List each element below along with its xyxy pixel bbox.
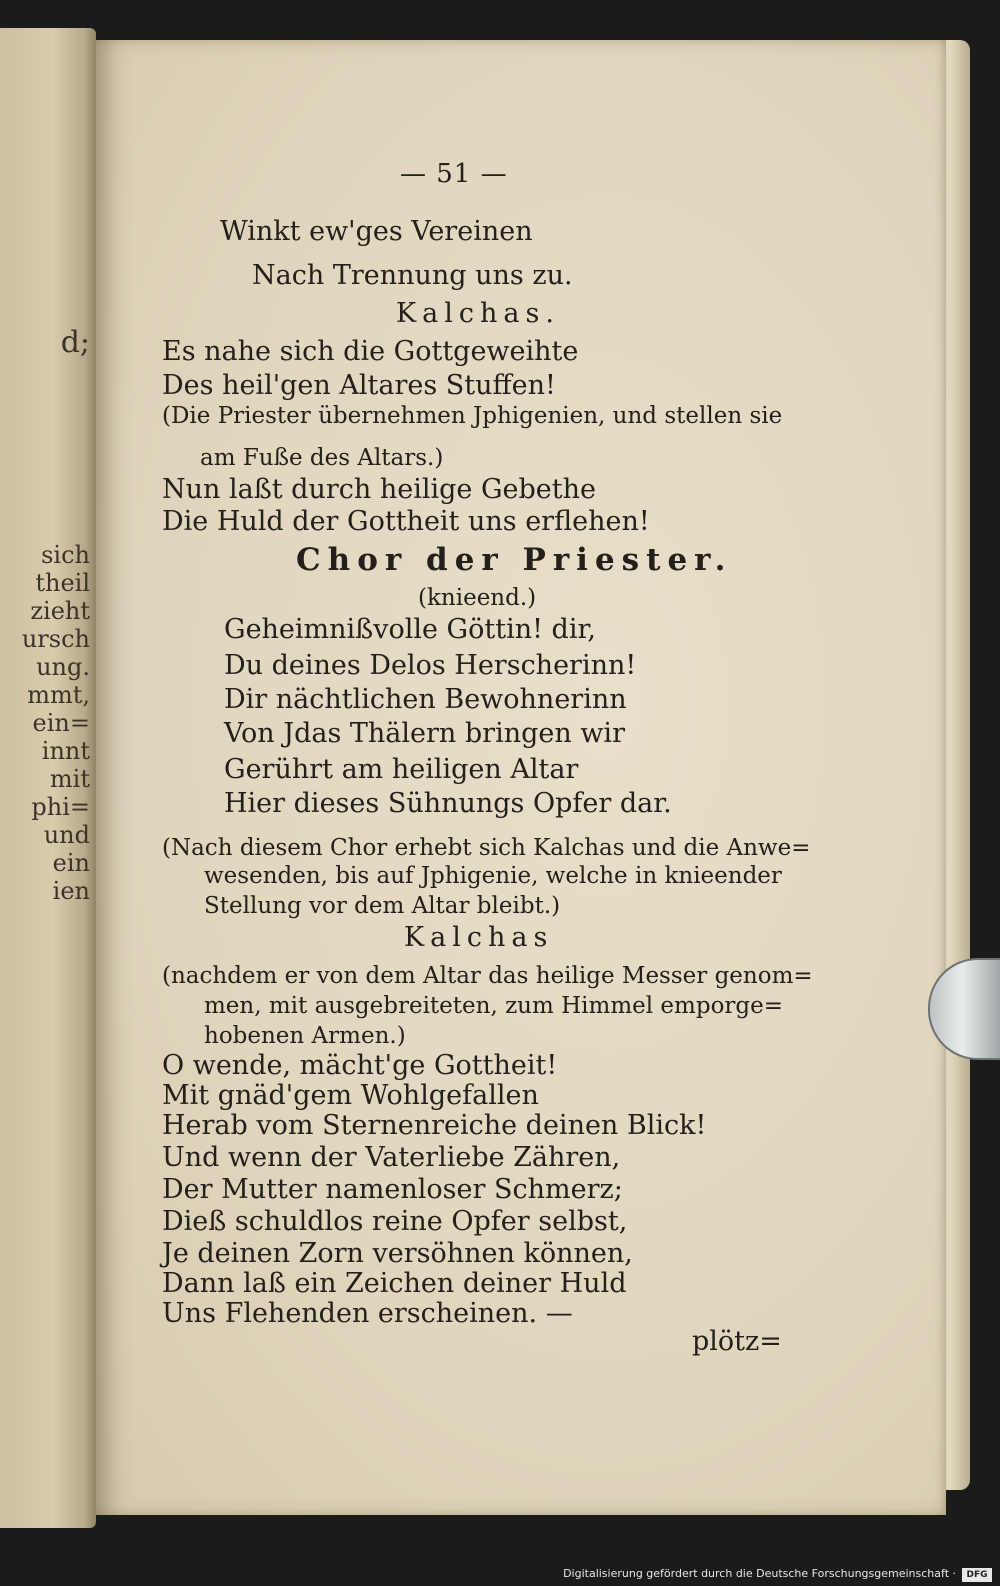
verse-line: Dir nächtlichen Bewohnerinn [224,684,627,715]
stage-direction: Stellung vor dem Altar bleibt.) [204,893,561,919]
verse-line: Dieß schuldlos reine Opfer selbst, [162,1206,628,1237]
left-page-fragment: d; [60,325,90,360]
left-page-fragment: sich [41,541,90,569]
left-page-fragment: innt [41,737,90,765]
verse-line: Von Jdas Thälern bringen wir [224,718,625,749]
left-page-fragment: phi= [31,793,90,821]
stage-direction: wesenden, bis auf Jphigenie, welche in knieender [204,863,782,889]
left-page-edge [0,28,96,1528]
dfg-logo: DFG [962,1568,992,1582]
left-page-fragment: und [43,821,90,849]
verse-line: O wende, mächt'ge Gottheit! [162,1050,558,1081]
left-page-fragment: theil [35,569,90,597]
verse-line: Geheimnißvolle Göttin! dir, [224,614,596,645]
chorus-heading: Chor der Priester. [296,542,733,578]
left-page-fragment: ung. [36,653,90,681]
digitization-credit: Digitalisierung gefördert durch die Deutsche Forschungsgemeinschaft · [563,1567,956,1580]
stage-direction: (knieend.) [418,585,537,611]
left-page-fragment: ien [52,877,90,905]
catchword: plötz= [692,1326,782,1357]
stage-direction: am Fuße des Altars.) [200,445,444,471]
verse-line: Der Mutter namenloser Schmerz; [162,1174,623,1205]
verse-line: Es nahe sich die Gottgeweihte [162,336,579,367]
verse-line: Je deinen Zorn versöhnen können, [162,1238,633,1269]
speaker-heading: Kalchas. [396,298,560,329]
left-page-fragment: ein [52,849,90,877]
stage-direction: (nachdem er von dem Altar das heilige Messer genom= [162,963,813,989]
verse-line: Die Huld der Gottheit uns erflehen! [162,506,650,537]
verse-line: Nach Trennung uns zu. [252,260,573,291]
left-page-fragment: zieht [30,597,90,625]
verse-line: Winkt ew'ges Vereinen [220,216,533,247]
verse-line: Hier dieses Sühnungs Opfer dar. [224,788,672,819]
left-page-fragment: mit [49,765,90,793]
stage-direction: (Die Priester übernehmen Jphigenien, und stellen sie [162,403,783,429]
stage-direction: (Nach diesem Chor erhebt sich Kalchas und die Anwe= [162,835,811,861]
book-page [96,40,946,1515]
verse-line: Du deines Delos Herscherinn! [224,650,637,681]
speaker-heading: Kalchas [404,922,554,953]
left-page-fragment: mmt, [27,681,90,709]
verse-line: Nun laßt durch heilige Gebethe [162,474,597,505]
verse-line: Mit gnäd'gem Wohlgefallen [162,1080,539,1111]
verse-line: Herab vom Sternenreiche deinen Blick! [162,1110,707,1141]
stage-direction: men, mit ausgebreiteten, zum Himmel emporge= [204,993,784,1019]
left-page-fragment: ursch [21,625,90,653]
stage-direction: hobenen Armen.) [204,1023,406,1049]
verse-line: Dann laß ein Zeichen deiner Huld [162,1268,627,1299]
left-page-fragment: ein= [32,709,90,737]
verse-line: Gerührt am heiligen Altar [224,754,579,785]
verse-line: Uns Flehenden erscheinen. — [162,1298,573,1329]
verse-line: Des heil'gen Altares Stuffen! [162,370,556,401]
page-number: — 51 — [400,159,508,189]
verse-line: Und wenn der Vaterliebe Zähren, [162,1142,621,1173]
